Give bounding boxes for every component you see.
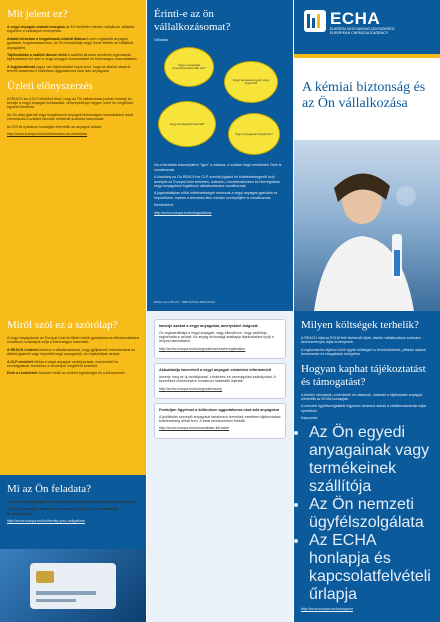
bottom-col1-paragraph [7, 360, 139, 369]
top-col2-paragraph-text: Ha a kérdések bármelyikére "igen" a válasza, a szóban forgó rendeletek Önre is vonatkoznak. [154, 163, 282, 172]
clp-link[interactable]: http://echa.europa.eu/hu/regulations/clp [159, 386, 223, 391]
bottom-col1b-paragraph-text: Az ECHA honlapján útmutatók és eszközök segítik az Ön feladatainak azonosításában. [7, 507, 119, 516]
heading-erinti: Érinti-e az ön vállalkozásomat? [154, 8, 231, 33]
cover-photo [294, 140, 440, 311]
bottom-col1-paragraph-text: kötelezi a vállalkozásokat, hogy gyűjtsenek információkat az általuk gyártott vagy importált vegyi anyagokról, és regisztrálják azokat. [7, 347, 136, 357]
top-col1b-paragraph-text: A REACH és a CLP lehetővé teszi, hogy az Ön vállalkozása jobban ismerje és kezelje a vegyi anyagok kockázatait, versenyelőnyre tegyen szert és megőrizze ügyfelei bizalmát. [7, 96, 134, 110]
bottom-col3b-paragraph-text: Kapcsolat: [301, 416, 318, 421]
support-link[interactable]: http://echa.europa.eu/hu/support [301, 606, 353, 611]
echa-logo-mark [304, 10, 326, 32]
top-col2-paragraph-text: Kezdésként: [154, 203, 174, 208]
top-col1-paragraphs [7, 25, 139, 74]
heading-uzleti-elonyszerzes: Üzleti előnyszerzés [7, 79, 93, 92]
bottom-col3b-paragraph [301, 393, 433, 402]
bottom-col1-paragraph-lead: Ezek a rendeletek [7, 371, 38, 376]
contact-list-item: • Az Ön egyedi anyagainak vagy termékeinek szállítója [309, 424, 433, 496]
bubble-forgalmaz: Vegyi anyagokat forgalmaz? [228, 113, 280, 155]
top-col2-paragraphs [154, 163, 286, 207]
bottom-col3b-paragraph-text: A nemzeti ügyfélszolgálatok ingyenes tanácsot adnak a vállalkozásoknak saját nyelvükön. [301, 404, 426, 413]
candidate-list-link[interactable]: http://echa.europa.eu/hu/candidate-list-table [159, 426, 230, 431]
top-col1b-paragraph-text: Az ECHA nyilvános honlapján elérhetők az anyagok adatai: [7, 124, 102, 129]
top-col1b-paragraph [7, 125, 139, 129]
accent-stripe [294, 54, 440, 58]
top-col2-paragraph-text: A kiadvány az Ön REACH és CLP szerinti jogairól és kötelezettségeiről szól, amelyek az Európai Unió területén, Izlandon, Liechtensteinben és Norvégiában vegyi anyagokkal foglalkozó vállalkozásokra vonatkoznak. [154, 175, 280, 189]
top-col1-paragraph [7, 37, 139, 50]
contact-list-item: • Az Ön nemzeti ügyfélszolgálata [309, 496, 433, 532]
regulations-link[interactable]: http://echa.europa.eu/hu/regulations [154, 210, 212, 215]
top-col1-paragraph-text: joguk van tájékoztatást kapni arról, hogy az általuk vásárolt termék tartalmaz-e különösen aggodalomra okot adó anyagokat. [7, 64, 131, 74]
bottom-col1-paragraph-text: előírja a vegyi anyagok osztályozását, címkézését és csomagolását, biztosítva a veszélyek megfelelő közlését. [7, 359, 119, 369]
bottom-col1b-paragraph-text: Az Ön szerepétől függően a szállítói láncban különböző kötelezettségei lehetnek. [7, 500, 137, 504]
note-text-ismerje: Ön regisztrálhatja a vegyi anyagait, vagy ellenőrizze, hogy szállítója regisztrálta-e azokat. Az anyag biztonsági adatlapja tájékoztatást nyújt a helyes használatról. [159, 330, 274, 344]
bottom-col3-paragraph-text: A regisztrációs díjakon kívül egyéb költségek is felmerülhetnek, például adatok beszerzése és vizsgálatok elvégzése. [301, 347, 426, 357]
top-col1-paragraph-text: A szállítói láncban mindenki egymásnak tájékoztatást tud adni a vegyi anyagok kockázatáról és biztonságos használatáról. [7, 53, 138, 62]
bubble-kever: Vegyi anyagokat kever/keveréket állít elő? [164, 47, 214, 87]
question-bubbles [154, 45, 286, 163]
bottom-col-1 [0, 311, 146, 622]
bubble-hasznal: Vegyi anyagokat használ? [158, 101, 216, 147]
top-col1-paragraph [7, 53, 139, 62]
bottom-col3-paragraph [301, 336, 433, 345]
top-col1-paragraph-lead: A vegyi anyagok szabad mozgása [7, 25, 65, 29]
top-col2-paragraph [154, 203, 286, 207]
note-title-aktualizalja: Aktualizálja ismereteit a vegyi anyagok címkézési információit [159, 368, 272, 373]
obligations-link[interactable]: http://echa.europa.eu/hu/identify-your-obligations [7, 519, 85, 524]
top-col-2 [147, 0, 293, 311]
top-col1-paragraph-lead: Adatot leírásban a forgalmazók közötti fitalma [7, 36, 86, 41]
bottom-col1-paragraphs [7, 336, 139, 376]
echa-logo [304, 10, 434, 34]
bottom-col1-paragraph-lead: A REACH-rendelet [7, 347, 39, 352]
heading-tamogatas: Hogyan kaphat tájékoztatást és támogatást? [301, 362, 426, 388]
top-col-1 [0, 0, 146, 311]
subtitle-vallalata: Vállalata [154, 38, 168, 42]
contact-list-item: • Az ECHA honlapja és kapcsolatfelvételi űrlapja [309, 532, 433, 604]
note-title-ismerje: Ismerje azokat a vegyi anyagokat, amelyekkel dolgozik [159, 324, 258, 328]
note-box-ismerje [154, 319, 286, 359]
bottom-col1b-paragraph [7, 500, 139, 504]
bubble-gyart: Vegyi anyagokat gyárt vagy importál? [224, 61, 278, 103]
registration-link[interactable]: http://echa.europa.eu/hu/regulations/reach/registration [159, 346, 246, 351]
top-col1-paragraph-text: az EU területén minden vállalkozó vállalata rögzésen a szabályok érvényesek. [7, 25, 135, 34]
note-text-aktualizalja: Ismerje meg az új osztályozási, címkézési és csomagolási szabályokat. A keverékek címkézésére vonatkozó határidők lejártak. [159, 374, 276, 384]
top-col1-paragraph [7, 65, 139, 74]
bottom-col-2 [147, 311, 293, 622]
heading-mi-az-on-feladata: Mi az Ön feladata? [7, 483, 91, 495]
bottom-col3-paragraph-text: A REACH díjai az ECHA felé fizetendő díjak, kisebb vállalkozások számára kedvezményes díjak érvényesek. [301, 336, 421, 345]
bottom-col3-paragraph [301, 348, 433, 357]
echa-brand-name: ECHA [330, 9, 381, 28]
cover-title: A kémiai biztonság és az Ön vállalkozása [302, 80, 426, 111]
bottom-col1b-paragraph [7, 507, 139, 516]
bottom-col1-paragraph [7, 371, 139, 375]
bottom-col1-paragraph-text: A vegyi anyagoknak az Európai Unió területén belüli gyártására és felhasználására vonatkozó szabályok célja a biztonságos használat. [7, 336, 139, 345]
top-col1b-paragraphs [7, 97, 139, 129]
bottom-col1-paragraph [7, 336, 139, 345]
top-col1b-paragraph [7, 97, 139, 110]
echa-brand-subtitle: EURÓPAI VEGYIANYAG-ÜGYNÖKSÉG EUROPEAN CHEMICALS AGENCY [330, 27, 395, 35]
note-box-forduljon [154, 403, 286, 439]
note-box-aktualizalja [154, 363, 286, 399]
bottom-col3-paragraphs [301, 336, 433, 357]
contact-list [309, 424, 433, 604]
note-text-forduljon: A jelöltlistán szereplő anyagokat tartalmazó termékek esetében tájékoztatási kötelezettség állhat fenn. A listát rendszeresen frissítik. [159, 414, 281, 424]
bottom-col3b-paragraph [301, 404, 433, 413]
top-col2-paragraph [154, 175, 286, 188]
info-link[interactable]: http://echa.europa.eu/hu/information-on-chemicals [7, 132, 88, 137]
bottom-col3-paragraphs-2 [301, 393, 433, 421]
note-title-forduljon: Forduljon figyelmet a különösen aggodalomra okot adó anyagokra [159, 408, 280, 413]
card-photo [0, 549, 146, 622]
bottom-col3b-paragraph-text: A tételes útmutatók, a kérdések és válaszok, valamint a tájékoztató anyagok elérhetők az ECHA honlapján. [301, 392, 423, 402]
top-col2-paragraph-text: A jogszabályban előírt kötelezettségek nemcsak a vegyi anyagok gyártóira és importőreire, hanem a termelési lánc minden szereplőjére is vonatkoznak. [154, 191, 278, 200]
top-col2-paragraph [154, 163, 286, 172]
heading-mirol-szol: Miről szól ez a szórólap? [7, 319, 118, 331]
top-col1-paragraph-text: A nem regisztrált anyagok gyártása, forgalmazása tilos. Az Ön beszállítója vegyi lenne felelős az előállított anyagokért. [7, 36, 134, 50]
top-col1-paragraph-lead: Tájékoztatás a szállító láncon belül [7, 53, 67, 58]
bottom-col1b-paragraphs [7, 500, 139, 516]
top-col1-paragraph-lead: A fogyasztóknak [7, 64, 36, 69]
bottom-col1-paragraph-text: közösen védik az emberi egészséget és a környezetet. [37, 371, 126, 376]
leaflet-bottom-half [0, 311, 440, 622]
top-col1-paragraph [7, 25, 139, 34]
top-col-3 [294, 0, 440, 311]
top-col2-paragraph [154, 191, 286, 200]
task-panel-content [7, 483, 139, 527]
bottom-col1-paragraph-lead: A CLP-rendelet [7, 359, 33, 364]
heading-mit-jelent: Mit jelent ez? [7, 8, 68, 20]
publication-footer: ECHA-14-L-05-HU · ISBN 978-92-9244-000-0 [154, 300, 216, 305]
heading-koltsegek: Milyen költségek terhelik? [301, 319, 419, 331]
top-col1b-paragraph-text: Az Ön által gyártott vagy forgalmazott anyagok biztonságos használatáról adott információk a szállítói láncban mindenki számára hasznosak. [7, 112, 134, 122]
bottom-col-3 [294, 311, 440, 622]
bottom-col3b-paragraph [301, 416, 433, 420]
top-col1b-paragraph [7, 113, 139, 122]
bottom-col1-paragraph [7, 348, 139, 357]
